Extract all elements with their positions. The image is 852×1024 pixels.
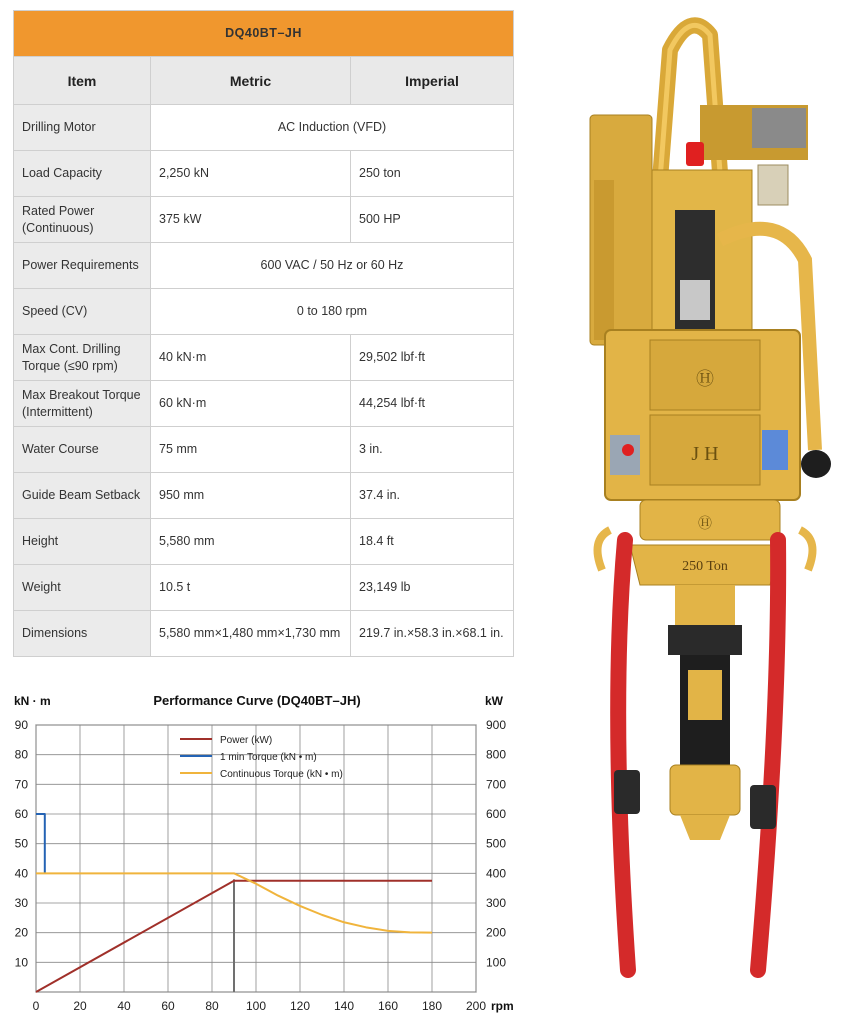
x-tick-label: 40 — [117, 999, 131, 1013]
y-left-tick-label: 60 — [14, 807, 28, 821]
x-tick-label: 100 — [245, 999, 267, 1013]
spec-value-imperial: 3 in. — [351, 427, 514, 473]
spec-value-metric: 950 mm — [151, 473, 351, 519]
spec-item-label: Weight — [14, 565, 151, 611]
spec-item-label: Power Requirements — [14, 243, 151, 289]
performance-chart — [0, 685, 522, 1015]
x-tick-label: 180 — [421, 999, 443, 1013]
y-right-tick-label: 700 — [486, 777, 507, 792]
spec-value-metric: 10.5 t — [151, 565, 351, 611]
y-left-tick-label: 90 — [14, 718, 28, 732]
spec-row — [14, 473, 514, 519]
y-right-tick-label: 200 — [486, 925, 507, 940]
y-left-tick-label: 70 — [14, 777, 28, 792]
y-left-tick-label: 20 — [14, 925, 28, 940]
chart-grid — [36, 725, 476, 992]
spec-row — [14, 611, 514, 657]
body-label: J H — [691, 443, 719, 465]
y-right-tick-label: 800 — [486, 747, 507, 762]
spec-value-imperial: 29,502 lbf·ft — [351, 335, 514, 381]
spec-row — [14, 519, 514, 565]
spec-row — [14, 289, 514, 335]
spec-value-imperial: 23,149 lb — [351, 565, 514, 611]
legend-label: Continuous Torque (kN • m) — [220, 769, 343, 780]
spec-value-imperial: 18.4 ft — [351, 519, 514, 565]
x-tick-label: 80 — [205, 999, 219, 1013]
spec-item-label: Rated Power (Continuous) — [14, 197, 151, 243]
spec-item-label: Dimensions — [14, 611, 151, 657]
spec-value-shared: 600 VAC / 50 Hz or 60 Hz — [151, 243, 514, 289]
right-axis-unit: kW — [485, 694, 503, 708]
y-left-tick-label: 80 — [14, 747, 28, 762]
x-tick-label: 20 — [73, 999, 87, 1013]
y-right-tick-label: 100 — [486, 955, 507, 970]
y-left-tick-label: 30 — [14, 896, 28, 910]
spec-value-imperial: 37.4 in. — [351, 473, 514, 519]
body-logo: Ⓗ — [696, 369, 714, 389]
spec-value-metric: 40 kN·m — [151, 335, 351, 381]
spec-item-label: Height — [14, 519, 151, 565]
header-metric: Metric — [151, 57, 351, 105]
y-right-tick-label: 300 — [486, 896, 507, 910]
spec-item-label: Drilling Motor — [14, 105, 151, 151]
y-right-tick-label: 600 — [486, 807, 507, 821]
spec-item-label: Water Course — [14, 427, 151, 473]
spec-item-label: Max Cont. Drilling Torque (≤90 rpm) — [14, 335, 151, 381]
header-imperial: Imperial — [351, 57, 514, 105]
spec-value-imperial: 500 HP — [351, 197, 514, 243]
spec-row — [14, 565, 514, 611]
spec-item-label: Guide Beam Setback — [14, 473, 151, 519]
spec-row — [14, 381, 514, 427]
spec-row — [14, 105, 514, 151]
spec-item-label: Load Capacity — [14, 151, 151, 197]
spec-row — [14, 197, 514, 243]
y-right-tick-label: 900 — [486, 718, 507, 732]
left-axis-unit: kN · m — [14, 694, 51, 708]
chart-title: Performance Curve (DQ40BT–JH) — [153, 693, 361, 708]
capacity-plate: 250 Ton — [682, 559, 728, 574]
legend-label: 1 min Torque (kN • m) — [220, 752, 317, 763]
spec-item-label: Max Breakout Torque (Intermittent) — [14, 381, 151, 427]
spec-row — [14, 335, 514, 381]
spec-value-metric: 5,580 mm×1,480 mm×1,730 mm — [151, 611, 351, 657]
x-tick-label: 200 — [465, 999, 487, 1013]
y-left-tick-label: 40 — [14, 866, 28, 881]
spec-table-title: DQ40BT–JH — [14, 11, 514, 57]
chart-legend — [180, 735, 343, 780]
spec-value-metric: 75 mm — [151, 427, 351, 473]
spec-table — [13, 10, 514, 657]
x-tick-label: 60 — [161, 999, 175, 1013]
x-tick-label: 140 — [333, 999, 355, 1013]
left-link — [618, 540, 628, 970]
spec-value-imperial: 44,254 lbf·ft — [351, 381, 514, 427]
spec-value-shared: 0 to 180 rpm — [151, 289, 514, 335]
spec-value-shared: AC Induction (VFD) — [151, 105, 514, 151]
right-link — [758, 540, 778, 970]
spec-value-metric: 2,250 kN — [151, 151, 351, 197]
spec-value-imperial: 219.7 in.×58.3 in.×68.1 in. — [351, 611, 514, 657]
y-left-tick-label: 50 — [14, 836, 28, 851]
x-tick-label: 160 — [377, 999, 399, 1013]
red-valve — [686, 142, 704, 166]
drill-stem — [675, 585, 735, 625]
spec-item-label: Speed (CV) — [14, 289, 151, 335]
x-tick-label: 120 — [289, 999, 311, 1013]
spec-value-metric: 5,580 mm — [151, 519, 351, 565]
spec-row — [14, 427, 514, 473]
spec-value-metric: 60 kN·m — [151, 381, 351, 427]
spec-row — [14, 243, 514, 289]
y-right-tick-label: 500 — [486, 836, 507, 851]
spec-value-imperial: 250 ton — [351, 151, 514, 197]
svg-text:Ⓗ: Ⓗ — [698, 517, 712, 532]
legend-label: Power (kW) — [220, 735, 273, 746]
spec-value-metric: 375 kW — [151, 197, 351, 243]
spec-row — [14, 151, 514, 197]
x-axis-unit: rpm — [491, 999, 514, 1013]
y-left-tick-label: 10 — [14, 955, 28, 970]
x-tick-label: 0 — [32, 999, 40, 1013]
top-drive-illustration — [580, 10, 842, 990]
header-item: Item — [14, 57, 151, 105]
y-right-tick-label: 400 — [486, 866, 507, 881]
spec-table-body — [14, 105, 514, 657]
